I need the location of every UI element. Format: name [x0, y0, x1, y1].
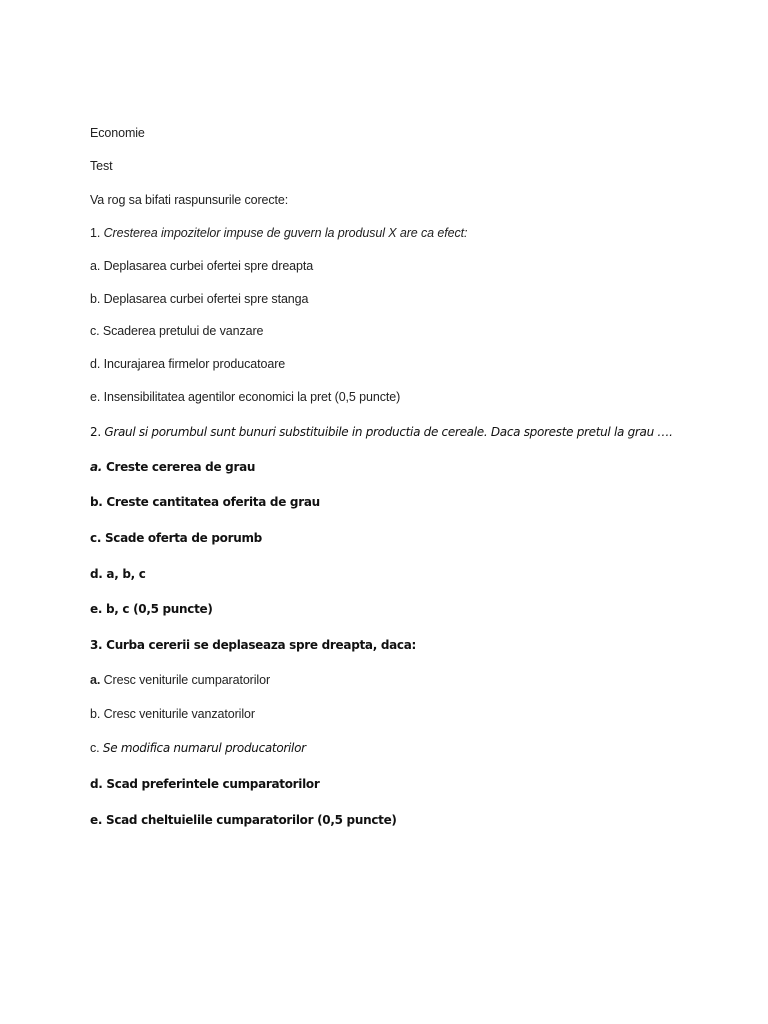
- q3-option-a-text: Cresc veniturile cumparatorilor: [103, 673, 271, 687]
- instruction-text: Va rog sa bifati raspunsurile corecte:: [90, 193, 289, 207]
- q3-option-a-letter: a.: [90, 673, 101, 687]
- q2-option-e: e. b, c (0,5 puncte): [90, 602, 213, 616]
- q3-option-c-text: Se modifica numarul producatorilor: [102, 741, 306, 755]
- question-3: 3. Curba cererii se deplaseaza spre dreapta, daca:: [90, 638, 417, 652]
- question-1: [90, 224, 467, 242]
- question-1-text: Cresterea impozitelor impuse de guvern la produsul X are ca efect:: [103, 226, 468, 240]
- question-2: [90, 423, 673, 441]
- q2-option-b: b. Creste cantitatea oferita de grau: [90, 495, 320, 509]
- q3-option-e: e. Scad cheltuielile cumparatorilor (0,5 puncte): [90, 813, 397, 827]
- q3-option-d: d. Scad preferintele cumparatorilor: [90, 777, 320, 791]
- question-2-number: 2.: [90, 425, 101, 439]
- q3-option-c-letter: c.: [90, 741, 100, 755]
- question-2-text: Graul si porumbul sunt bunuri substituibile in productia de cereale. Daca sporeste pretul la grau ….: [104, 425, 673, 439]
- document-test-label: Test: [90, 159, 113, 173]
- document-subject: Economie: [90, 126, 145, 140]
- q2-option-a: [90, 458, 255, 476]
- q1-option-d: d. Incurajarea firmelor producatoare: [90, 357, 286, 371]
- question-1-number: 1.: [90, 226, 101, 240]
- q2-option-a-letter: a.: [90, 460, 103, 474]
- q1-option-e: e. Insensibilitatea agentilor economici la pret (0,5 puncte): [90, 390, 401, 404]
- q3-option-c: [90, 739, 306, 757]
- q1-option-b: b. Deplasarea curbei ofertei spre stanga: [90, 292, 309, 306]
- q3-option-b: b. Cresc veniturile vanzatorilor: [90, 707, 255, 721]
- q2-option-c: c. Scade oferta de porumb: [90, 531, 262, 545]
- q1-option-c: c. Scaderea pretului de vanzare: [90, 324, 264, 338]
- q3-option-a: [90, 671, 270, 689]
- q2-option-a-text: Creste cererea de grau: [105, 460, 256, 474]
- q2-option-d: d. a, b, c: [90, 567, 146, 581]
- q1-option-a: a. Deplasarea curbei ofertei spre dreapta: [90, 259, 314, 273]
